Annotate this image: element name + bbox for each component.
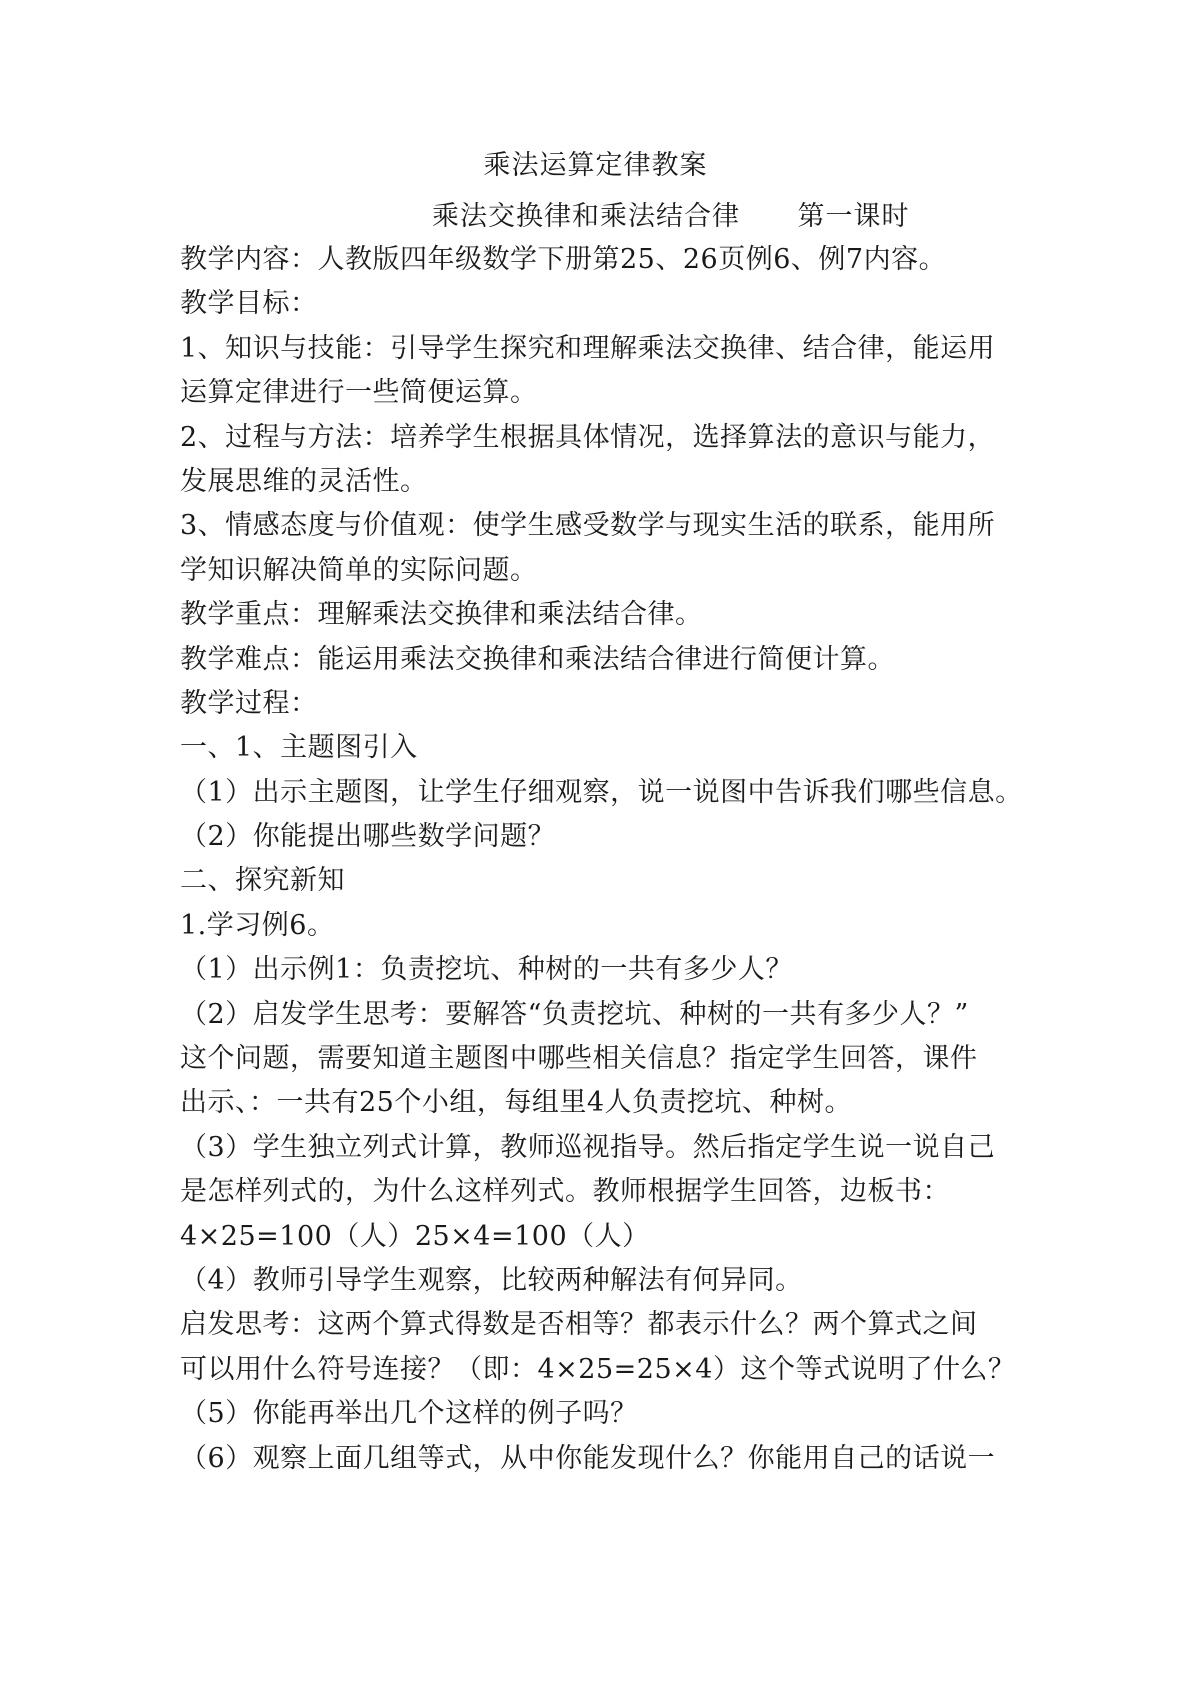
text-line: 3、情感态度与价值观：使学生感受数学与现实生活的联系，能用所 <box>180 510 996 542</box>
text-line: （1）出示主题图，让学生仔细观察，说一说图中告诉我们哪些信息。 <box>180 776 1023 808</box>
text-line: （2）启发学生思考：要解答“负责挖坑、种树的一共有多少人？” <box>180 998 969 1030</box>
text-line: 2、过程与方法：培养学生根据具体情况，选择算法的意识与能力， <box>180 421 996 453</box>
document-title: 乘法运算定律教案 <box>483 150 708 181</box>
text-line: 教学过程： <box>180 687 318 719</box>
text-line: 二、探究新知 <box>180 865 345 897</box>
subtitle-topic: 乘法交换律和乘法结合律 <box>432 201 740 232</box>
text-line: 教学目标： <box>180 288 318 320</box>
text-line: 运算定律进行一些简便运算。 <box>180 377 538 409</box>
text-line: （1）出示例1：负责挖坑、种树的一共有多少人？ <box>180 954 793 986</box>
text-line: 启发思考：这两个算式得数是否相等？都表示什么？两个算式之间 <box>180 1309 978 1341</box>
text-line: 可以用什么符号连接？（即：4×25=25×4）这个等式说明了什么？ <box>180 1353 1016 1385</box>
text-line: （5）你能再举出几个这样的例子吗？ <box>180 1398 638 1430</box>
text-line: 学知识解决简单的实际问题。 <box>180 554 538 586</box>
text-line: 是怎样列式的，为什么这样列式。教师根据学生回答，边板书： <box>180 1176 950 1208</box>
subtitle-lesson: 第一课时 <box>797 201 910 232</box>
text-line: 一、1、主题图引入 <box>180 732 418 764</box>
text-line: 4×25=100（人）25×4=100（人） <box>180 1220 650 1252</box>
text-line: 这个问题，需要知道主题图中哪些相关信息？指定学生回答，课件 <box>180 1043 978 1075</box>
text-line: （3）学生独立列式计算，教师巡视指导。然后指定学生说一说自己 <box>180 1131 996 1163</box>
text-line: 出示、：一共有25个小组，每组里4人负责挖坑、种树。 <box>180 1087 853 1119</box>
text-line: 1.学习例6。 <box>180 909 335 941</box>
text-line: 教学重点：理解乘法交换律和乘法结合律。 <box>180 599 703 631</box>
text-line: （6）观察上面几组等式，从中你能发现什么？你能用自己的话说一 <box>180 1442 996 1474</box>
text-line: 1、知识与技能：引导学生探究和理解乘法交换律、结合律，能运用 <box>180 332 996 364</box>
text-line: 教学难点：能运用乘法交换律和乘法结合律进行简便计算。 <box>180 643 895 675</box>
text-line: （4）教师引导学生观察，比较两种解法有何异同。 <box>180 1264 803 1296</box>
text-line: 发展思维的灵活性。 <box>180 465 428 497</box>
text-line: （2）你能提出哪些数学问题？ <box>180 821 556 853</box>
subtitle-gap <box>740 201 798 232</box>
document-body <box>180 238 1023 1481</box>
document-subtitle <box>432 199 910 235</box>
text-line: 教学内容：人教版四年级数学下册第25、26页例6、例7内容。 <box>180 244 947 275</box>
